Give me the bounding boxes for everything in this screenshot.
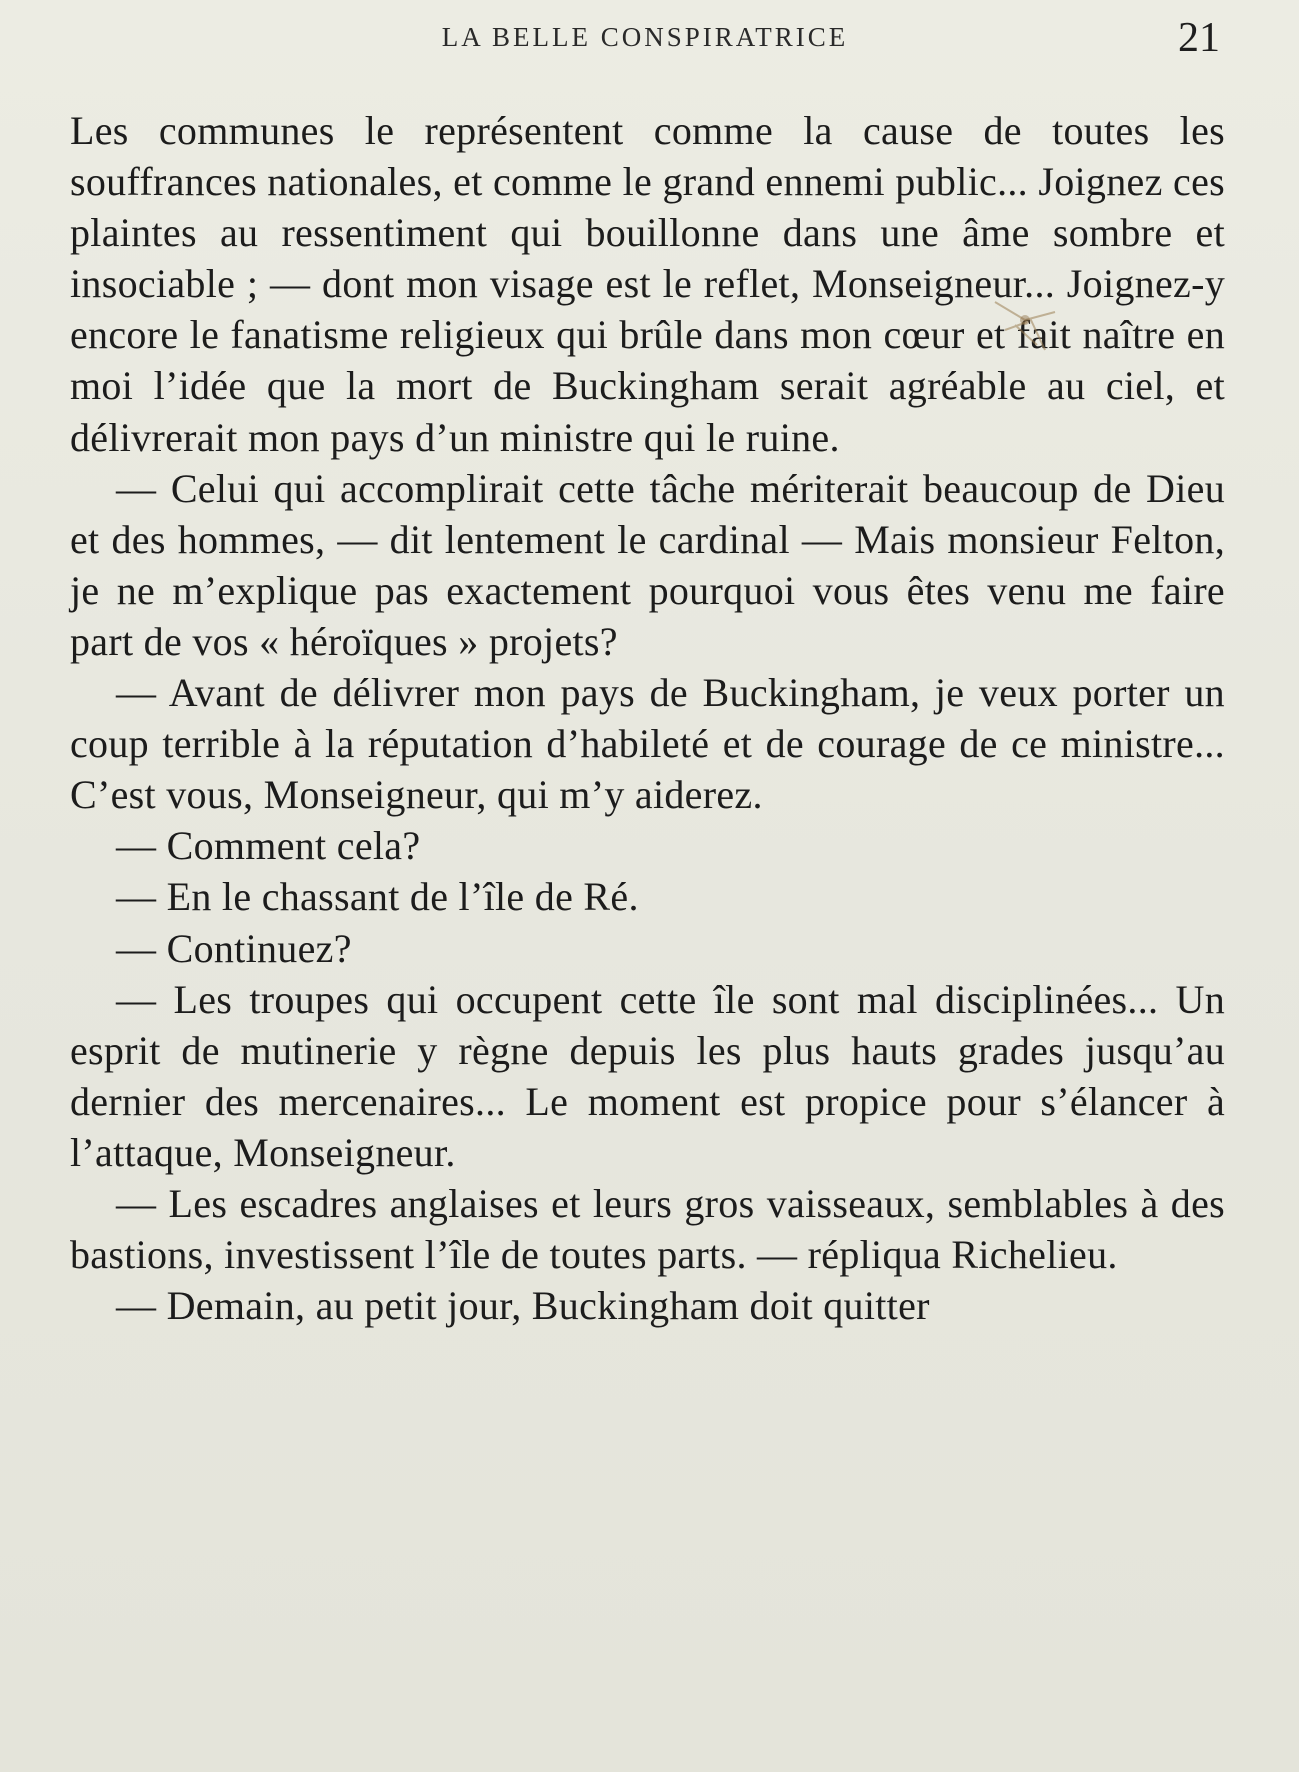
paragraph: — Celui qui accomplirait cette tâche mériterait beaucoup de Dieu et des hommes, — dit lentement le cardinal — Mais monsieur Felton, je ne m’explique pas exactement pourquoi vous êtes venu me faire part de vos « héroïques » projets? (70, 465, 1225, 664)
body-text (70, 105, 1225, 1331)
paragraph: — Comment cela? (116, 823, 421, 869)
paragraph: Les communes le représentent comme la cause de toutes les souffrances nationales, et comme le grand ennemi public... Joignez ces plaintes au ressentiment qui bouillonne dans une âme sombre et insociable ; — dont mon visage est le reflet, Monseigneur... Joignez-y encore le fanatisme religieux qui brûle dans mon cœur et fait naître en moi l’idée que la mort de Buckingham serait agréable au ciel, et délivrerait mon pays d’un ministre qui le ruine. (70, 108, 1225, 460)
paragraph: — Demain, au petit jour, Buckingham doit quitter (116, 1283, 930, 1329)
page-number: 21 (1178, 15, 1220, 61)
paragraph: — Les escadres anglaises et leurs gros vaisseaux, semblables à des bastions, investissent l’île de toutes parts. — répliqua Richelieu. (70, 1180, 1225, 1278)
page-header (70, 15, 1220, 61)
paragraph: — Continuez? (116, 925, 352, 971)
paragraph: — Les troupes qui occupent cette île sont mal disciplinées... Un esprit de mutinerie y règne depuis les plus hauts grades jusqu’au dernier des mercenaires... Le moment est propice pour s’élancer à l’attaque, Monseigneur. (70, 976, 1225, 1175)
paragraph: — Avant de délivrer mon pays de Buckingham, je veux porter un coup terrible à la réputation d’habileté et de courage de ce ministre... C’est vous, Monseigneur, qui m’y aiderez. (70, 670, 1225, 818)
paragraph: — En le chassant de l’île de Ré. (116, 874, 639, 920)
running-title: LA BELLE CONSPIRATRICE (441, 22, 849, 52)
